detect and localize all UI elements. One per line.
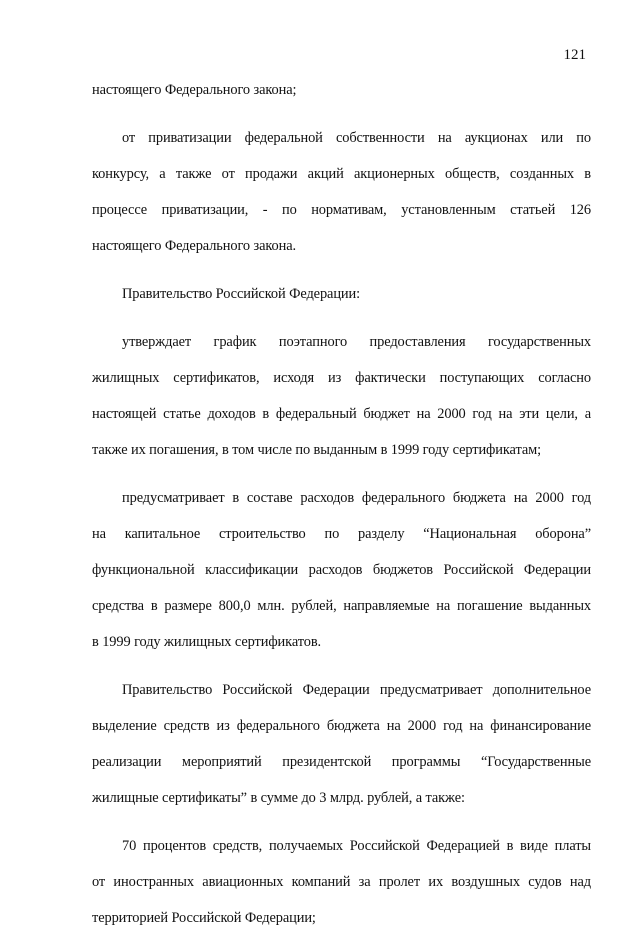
text-line: настоящего Федерального закона; <box>92 82 297 98</box>
paragraph <box>92 120 591 264</box>
text-line: процессе приватизации, - по нормативам, установленным статьей 126 <box>92 202 591 218</box>
text-line: жилищные сертификаты” в сумме до 3 млрд. рублей, а также: <box>92 790 465 806</box>
paragraph <box>92 276 591 312</box>
text-line: утверждает график поэтапного предоставления государственных <box>122 334 591 350</box>
text-line: от приватизации федеральной собственности на аукционах или по <box>122 130 591 146</box>
page-number: 121 <box>563 47 586 63</box>
paragraph <box>92 828 591 936</box>
paragraph <box>92 672 591 816</box>
text-line: на капитальное строительство по разделу “Национальная оборона” <box>92 526 591 542</box>
text-line: настоящей статье доходов в федеральный бюджет на 2000 год на эти цели, а <box>92 406 591 422</box>
text-line: Правительство Российской Федерации предусматривает дополнительное <box>122 682 591 698</box>
paragraph <box>92 72 591 108</box>
text-line: функциональной классификации расходов бюджетов Российской Федерации <box>92 562 591 578</box>
text-line: средства в размере 800,0 млн. рублей, направляемые на погашение выданных <box>92 598 591 614</box>
text-line: от иностранных авиационных компаний за пролет их воздушных судов над <box>92 874 591 890</box>
text-line: Правительство Российской Федерации: <box>122 286 361 302</box>
text-line: 70 процентов средств, получаемых Российской Федерацией в виде платы <box>122 838 591 854</box>
paragraph <box>92 480 591 660</box>
text-line: жилищных сертификатов, исходя из фактически поступающих согласно <box>92 370 591 386</box>
text-line: предусматривает в составе расходов федерального бюджета на 2000 год <box>122 490 591 506</box>
text-line: конкурсу, а также от продажи акций акционерных обществ, созданных в <box>92 166 591 182</box>
text-line: реализации мероприятий президентской программы “Государственные <box>92 754 591 770</box>
text-line: территорией Российской Федерации; <box>92 910 316 926</box>
document-body <box>92 72 591 936</box>
text-line: также их погашения, в том числе по выданным в 1999 году сертификатам; <box>92 442 542 458</box>
text-line: в 1999 году жилищных сертификатов. <box>92 634 322 650</box>
text-line: выделение средств из федерального бюджета на 2000 год на финансирование <box>92 718 591 734</box>
text-line: настоящего Федерального закона. <box>92 238 296 254</box>
paragraph <box>92 324 591 468</box>
